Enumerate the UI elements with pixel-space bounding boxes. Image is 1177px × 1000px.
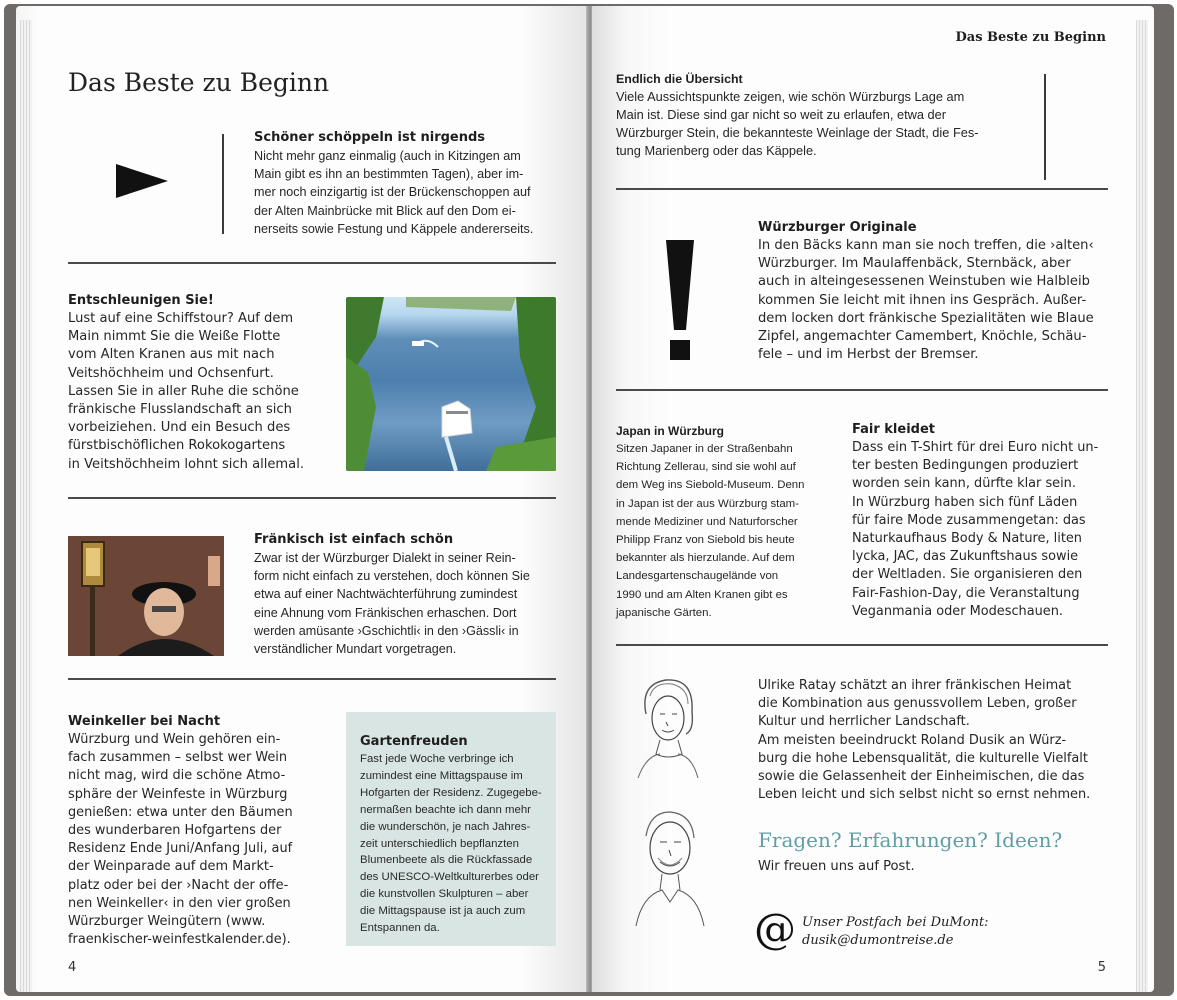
text-line: Am meisten beeindruckt Roland Dusik an Würz- <box>758 732 1067 748</box>
text-line: nerseits sowie Festung und Käppele andererseits. <box>254 221 534 236</box>
text-line: Blumenbeete als die Rückfassade <box>360 854 533 867</box>
text-line: Veganmania oder Modeschauen. <box>852 603 1063 619</box>
text-line: Dass ein T-Shirt für drei Euro nicht un- <box>852 440 1099 455</box>
river-boat-photo <box>346 297 556 471</box>
text-line: Viele Aussichtspunkte zeigen, wie schön Würzburgs Lage am <box>616 89 965 104</box>
text-line: 1990 und am Alten Kranen gibt es <box>616 588 788 601</box>
section-fraenkisch <box>254 532 564 658</box>
section-heading: Schöner schöppeln ist nirgends <box>254 130 486 145</box>
text-line: dem Weg ins Siebold-Museum. Denn <box>616 479 805 492</box>
section-authors <box>758 677 1128 804</box>
author-portrait-ratay <box>632 674 704 778</box>
text-line: Lassen Sie in aller Ruhe die schöne <box>68 383 299 399</box>
section-uebersicht <box>616 72 1036 160</box>
text-line: Würzburg und Wein gehören ein- <box>68 732 281 747</box>
text-line: Zwar ist der Würzburger Dialekt in seiner Rein- <box>254 551 516 565</box>
text-line: burg die hohe Lebensqualität, die kulturelle Vielfalt <box>758 750 1088 766</box>
contact-question: Fragen? Erfahrungen? Ideen? <box>758 828 1063 852</box>
exclamation-icon <box>662 234 698 362</box>
text-line: kommen Sie leicht mit ihnen ins Gespräch. Außer- <box>758 292 1087 308</box>
text-line: Fair-Fashion-Day, die Veranstaltung <box>852 585 1080 601</box>
text-line: Main ist. Diese sind gar nicht so weit zu erlaufen, etwa der <box>616 107 947 122</box>
text-line: tung Marienberg oder das Käppele. <box>616 143 817 158</box>
text-line: die Mittagspause ist ja auch zum <box>360 905 526 918</box>
page-number: 4 <box>68 960 77 975</box>
text-line: Hofgarten der Residenz. Zugegebe- <box>360 786 542 799</box>
text-line: in Japan ist der aus Würzburg stam- <box>616 497 799 510</box>
text-line: Naturkaufhaus Body & Nature, liten <box>852 531 1082 547</box>
section-weinkeller <box>68 714 328 949</box>
text-line: Veitshöchheim und Ochsenfurt. <box>68 365 274 381</box>
text-line: des wunderbaren Hofgartens der <box>68 823 282 839</box>
text-line: bekannter als hierzulande. Auf dem <box>616 552 795 565</box>
contact-postfach: Unser Postfach bei DuMont: <box>802 915 989 930</box>
text-line: Philipp Franz von Siebold bis heute <box>616 534 795 547</box>
text-line: nen Weinkeller‹ in den vier großen <box>68 895 291 911</box>
text-line: verständlicher Mundart vorgetragen. <box>254 642 457 657</box>
info-box-gartenfreuden <box>346 712 556 946</box>
section-heading: Fair kleidet <box>852 422 935 437</box>
text-line: japanische Gärten. <box>616 606 712 619</box>
text-line: mende Mediziner und Naturforscher <box>616 515 798 528</box>
text-line: vom Alten Kranen aus mit nach <box>68 347 275 363</box>
text-line: auch in alteingesessenen Weinstuben wie Halbleib <box>758 274 1090 290</box>
text-line: Ulrike Ratay schätzt an ihrer fränkischen Heimat <box>758 678 1072 693</box>
section-divider <box>68 678 556 680</box>
text-line: Fast jede Woche verbringe ich <box>360 753 514 765</box>
divider-vertical <box>1044 74 1046 180</box>
section-fair <box>852 422 1122 621</box>
text-line: eine Ahnung vom Fränkischen erhaschen. Dort <box>254 605 517 620</box>
text-line: nicht mag, wird die schöne Atmo- <box>68 768 286 784</box>
text-line: Kultur und herrlicher Landschaft. <box>758 714 970 730</box>
section-divider <box>616 188 1108 190</box>
contact-email[interactable]: dusik@dumontreise.de <box>802 933 954 948</box>
text-line: der Weltladen. Sie organisieren den <box>852 567 1083 583</box>
page-title: Das Beste zu Beginn <box>68 68 330 97</box>
text-line: fränkische Flusslandschaft an sich <box>68 402 292 418</box>
text-line: fach zusammen – selbst wer Wein <box>68 750 288 766</box>
page-number: 5 <box>1097 960 1106 975</box>
text-line: sphäre der Weinfeste in Würzburg <box>68 786 288 802</box>
text-line: lycka, JAC, das Zukunftshaus sowie <box>852 549 1079 565</box>
text-line: Zipfel, angemachter Camembert, Knöchle, Schäu- <box>758 329 1087 345</box>
text-line: zumindest eine Mittagspause im <box>360 769 523 782</box>
text-line: Leben leicht und sich selbst nicht so ernst nehmen. <box>758 787 1091 803</box>
divider-vertical <box>222 134 224 234</box>
contact-subline: Wir freuen uns auf Post. <box>758 859 915 874</box>
text-line: dem locken dort fränkische Spezialitäten wie Blaue <box>758 310 1094 326</box>
text-line: die kunstvollen Skulpturen – aber <box>360 888 529 901</box>
section-heading: Gartenfreuden <box>360 734 468 749</box>
text-line: platz oder bei der ›Nacht der offe- <box>68 877 289 893</box>
text-line: Lust auf eine Schiffstour? Auf dem <box>68 311 294 326</box>
section-divider <box>616 389 1108 391</box>
text-line: Würzburger Stein, die bekannteste Weinlage der Stadt, die Fes- <box>616 125 979 140</box>
text-line: fraenkischer-weinfestkalender.de). <box>68 932 291 948</box>
section-heading: Endlich die Übersicht <box>616 72 743 86</box>
text-line: Würzburger Weingütern (www. <box>68 914 266 930</box>
text-line: mer noch einzigartig ist der Brückenschoppen auf <box>254 185 531 200</box>
text-line: etwa auf einer Nachtwächterführung zumindest <box>254 587 518 602</box>
text-line: Main gibt es ihn an bestimmten Tagen), aber im- <box>254 167 524 182</box>
section-japan <box>616 424 826 622</box>
page-edge-right <box>1136 20 1148 992</box>
text-line: form nicht einfach zu verstehen, doch können Sie <box>254 569 530 584</box>
text-line: für faire Mode zusammengetan: das <box>852 512 1086 528</box>
left-page <box>16 6 590 992</box>
text-line: In Würzburg haben sich fünf Läden <box>852 494 1078 510</box>
text-line: der Weinparade auf dem Markt- <box>68 859 274 875</box>
section-schoppen <box>254 130 564 238</box>
text-line: Nicht mehr ganz einmalig (auch in Kitzingen am <box>254 149 521 163</box>
text-line: Main nimmt Sie die Weiße Flotte <box>68 329 281 345</box>
section-heading: Weinkeller bei Nacht <box>68 714 221 729</box>
right-page <box>592 6 1154 992</box>
text-line: der Alten Mainbrücke mit Blick auf den Dom ei- <box>254 203 516 218</box>
text-line: die Kombination aus genussvollem Leben, großer <box>758 696 1077 712</box>
text-line: ter besten Bedingungen produziert <box>852 458 1079 474</box>
section-entschleunigen <box>68 293 338 474</box>
section-divider <box>68 497 556 499</box>
at-icon: @ <box>754 904 796 953</box>
text-line: fele – und im Herbst der Bremser. <box>758 347 979 363</box>
text-line: In den Bäcks kann man sie noch treffen, die ›alten‹ <box>758 238 1094 253</box>
text-line: in Veitshöchheim lohnt sich allemal. <box>68 456 305 472</box>
text-line: sowie die Gelassenheit der Einheimischen, die das <box>758 769 1085 785</box>
text-line: die wunderschön, je nach Jahres- <box>360 820 531 833</box>
author-portrait-dusik <box>632 806 708 926</box>
text-line: Würzburger. Im Maulaffenbäck, Sternbäck, aber <box>758 256 1071 272</box>
text-line: des UNESCO-Weltkulturerbes oder <box>360 871 539 884</box>
text-line: werden amüsante ›Gschichtli‹ in den ›Gässli‹ in <box>254 623 519 638</box>
text-line: Residenz Ende Juni/Anfang Juli, auf <box>68 841 293 857</box>
section-divider <box>68 262 556 264</box>
text-line: Landesgartenschaugelände von <box>616 570 779 583</box>
text-line: Entspannen da. <box>360 922 440 935</box>
section-heading: Japan in Würzburg <box>616 424 724 438</box>
text-line: zeit unterschiedlich bepflanzten <box>360 837 519 850</box>
text-line: Sitzen Japaner in der Straßenbahn <box>616 443 793 455</box>
text-line: nermaßen beachte ich dann mehr <box>360 803 531 816</box>
running-head: Das Beste zu Beginn <box>955 30 1106 45</box>
section-originale <box>758 220 1118 364</box>
section-heading: Entschleunigen Sie! <box>68 293 214 308</box>
page-edge-left <box>20 20 32 992</box>
play-triangle-icon <box>116 164 168 198</box>
text-line: worden sein kann, dürfte klar sein. <box>852 476 1076 492</box>
section-heading: Fränkisch ist einfach schön <box>254 532 454 547</box>
text-line: vorbeiziehen. Und ein Besuch des <box>68 420 291 436</box>
night-watchman-photo <box>68 536 224 656</box>
text-line: Richtung Zellerau, sind sie wohl auf <box>616 461 796 474</box>
section-divider <box>616 644 1108 646</box>
section-heading: Würzburger Originale <box>758 220 917 235</box>
text-line: genießen: etwa unter den Bäumen <box>68 804 293 820</box>
text-line: fürstbischöflichen Rokokogartens <box>68 438 286 454</box>
